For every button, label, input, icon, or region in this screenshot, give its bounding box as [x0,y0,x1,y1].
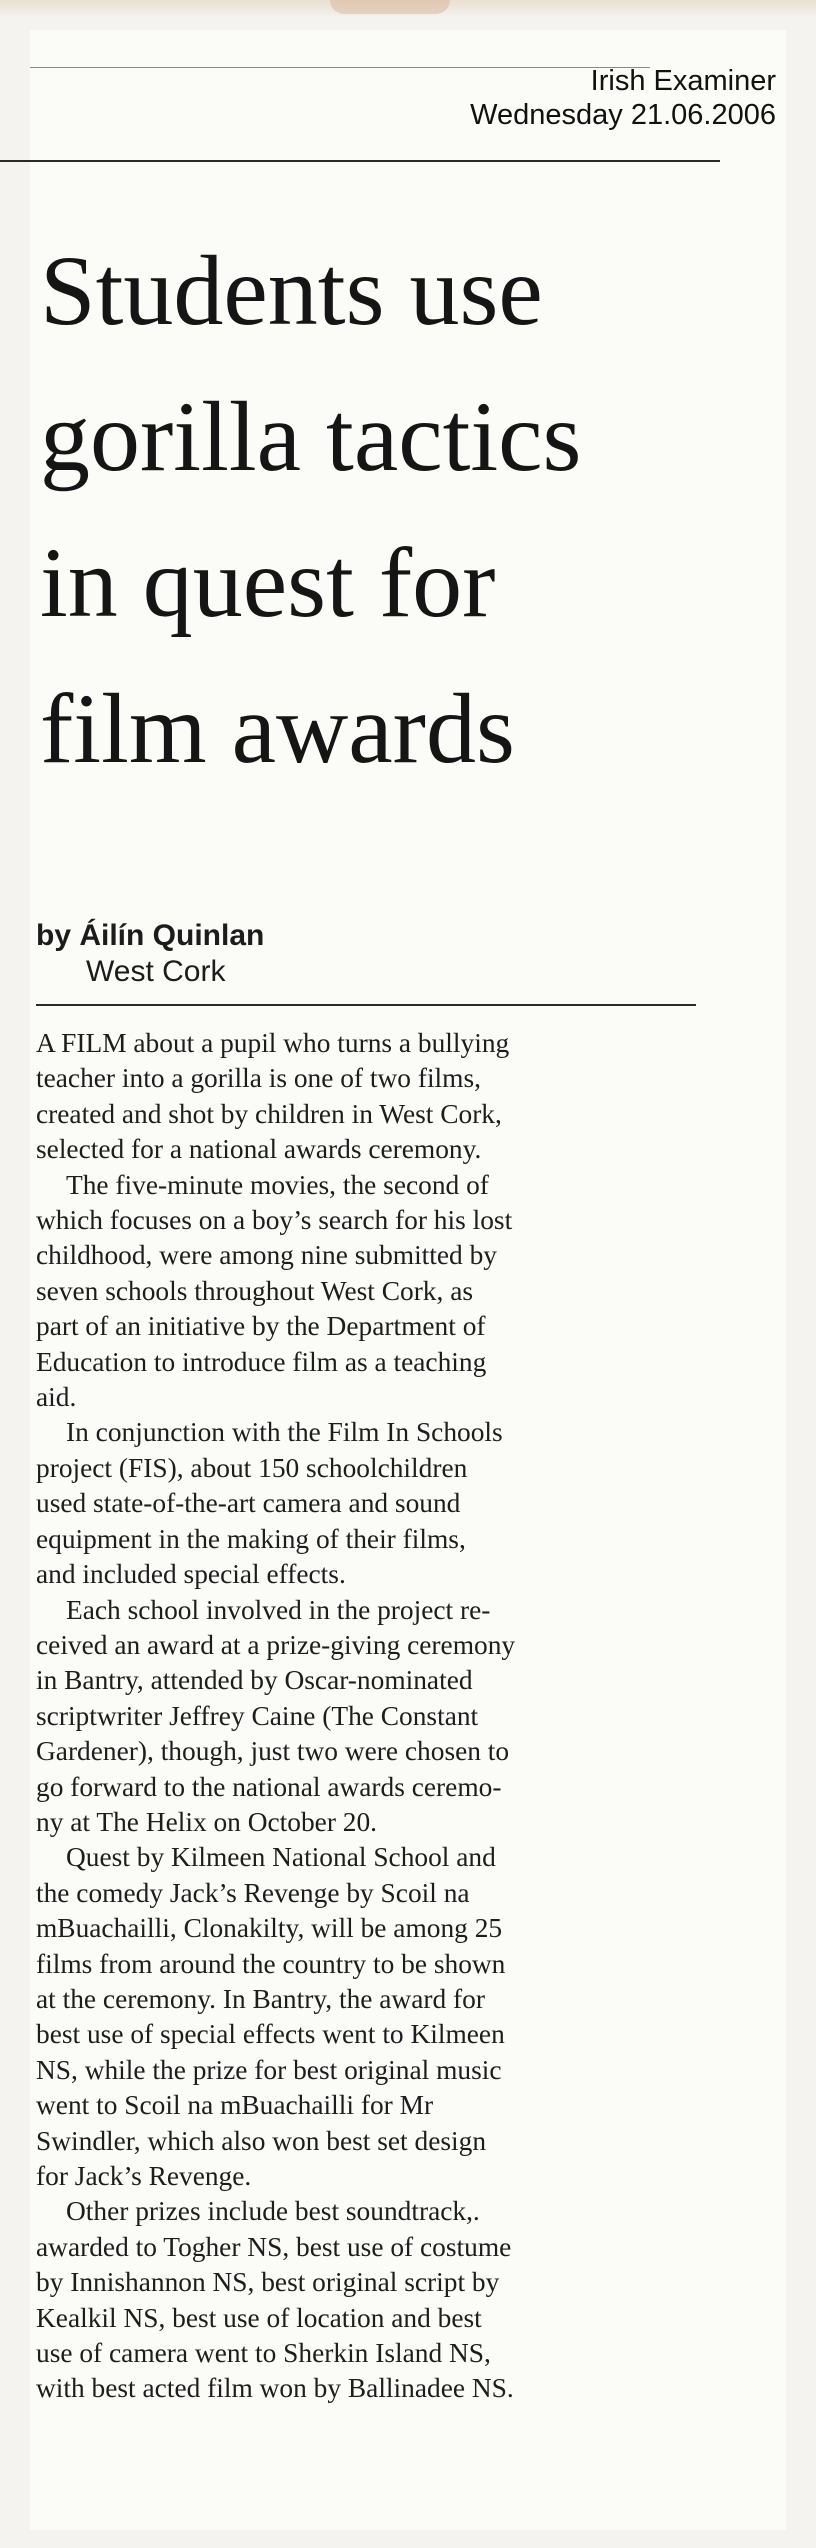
article-line: at the ceremony. In Bantry, the award for [36,1983,485,2014]
article-line: which focuses on a boy’s search for his lost [36,1205,513,1236]
article-line: films from around the country to be shown [36,1948,506,1979]
publication-date: Wednesday 21.06.2006 [470,99,776,131]
article-line: use of camera went to Sherkin Island NS, [36,2338,491,2369]
article-paragraph [36,1168,716,1416]
article-line: ny at The Helix on October 20. [36,1806,378,1837]
article-line: created and shot by children in West Cork, [36,1098,502,1129]
article-line: ceived an award at a prize-giving ceremony [36,1629,516,1660]
article-line: with best acted film won by Ballinadee NS. [36,2373,514,2404]
headline-line: Students use [40,235,543,346]
byline [36,918,264,990]
article-line: equipment in the making of their films, [36,1523,466,1554]
article-paragraph [36,1593,716,1841]
article-line: project (FIS), about 150 schoolchildren [36,1452,468,1483]
article-body [36,1026,716,2407]
article-line: went to Scoil na mBuachailli for Mr [36,2090,434,2121]
article-line: scriptwriter Jeffrey Caine (The Constant [36,1700,479,1731]
newspaper-name: Irish Examiner [590,65,776,97]
byline-author: by Áilín Quinlan [36,919,265,952]
byline-location: West Cork [86,955,226,988]
headline [40,218,760,802]
article-paragraph [36,1840,716,2194]
masthead-rule [0,160,720,162]
article-line: best use of special effects went to Kilmeen [36,2019,505,2050]
article-line: and included special effects. [36,1559,346,1590]
headline-line: in quest for [40,527,496,638]
article-line: Gardener), though, just two were chosen to [36,1736,510,1767]
headline-line: film awards [40,673,515,784]
article-paragraph [36,1026,716,1168]
article-line: Education to introduce film as a teaching [36,1346,487,1377]
article-line: A FILM about a pupil who turns a bullying [36,1028,510,1058]
article-line: go forward to the national awards ceremo- [36,1771,502,1802]
article-line: The five-minute movies, the second of [66,1169,489,1200]
article-line: In conjunction with the Film In Schools [66,1417,503,1448]
article-line: the comedy Jack’s Revenge by Scoil na [36,1877,470,1908]
article-line: for Jack’s Revenge. [36,2161,252,2191]
article-line: Quest by Kilmeen National School and [66,1842,496,1873]
article-line: seven schools throughout West Cork, as [36,1275,474,1306]
masthead [470,64,776,132]
article-line: Other prizes include best soundtrack,. [66,2196,480,2227]
article-line: by Innishannon NS, best original script by [36,2267,500,2298]
article-line: Swindler, which also won best set design [36,2125,487,2156]
article-line: mBuachailli, Clonakilty, will be among 25 [36,1913,503,1944]
article-line: NS, while the prize for best original music [36,2054,502,2085]
byline-rule [36,1004,696,1006]
article-line: part of an initiative by the Department of [36,1311,486,1342]
article-line: Each school involved in the project re- [66,1594,491,1625]
article-line: childhood, were among nine submitted by [36,1240,497,1271]
article-line: selected for a national awards ceremony. [36,1134,482,1165]
article-line: teacher into a gorilla is one of two films, [36,1063,481,1094]
article-paragraph [36,1415,716,1592]
article-paragraph [36,2194,716,2406]
article-line: awarded to Togher NS, best use of costume [36,2231,512,2262]
article-line: Kealkil NS, best use of location and best [36,2302,482,2333]
torn-paper-mark [330,0,450,14]
headline-line: gorilla tactics [40,381,582,492]
article-line: aid. [36,1382,77,1413]
article-line: used state-of-the-art camera and sound [36,1488,461,1519]
article-line: in Bantry, attended by Oscar-nominated [36,1665,473,1696]
